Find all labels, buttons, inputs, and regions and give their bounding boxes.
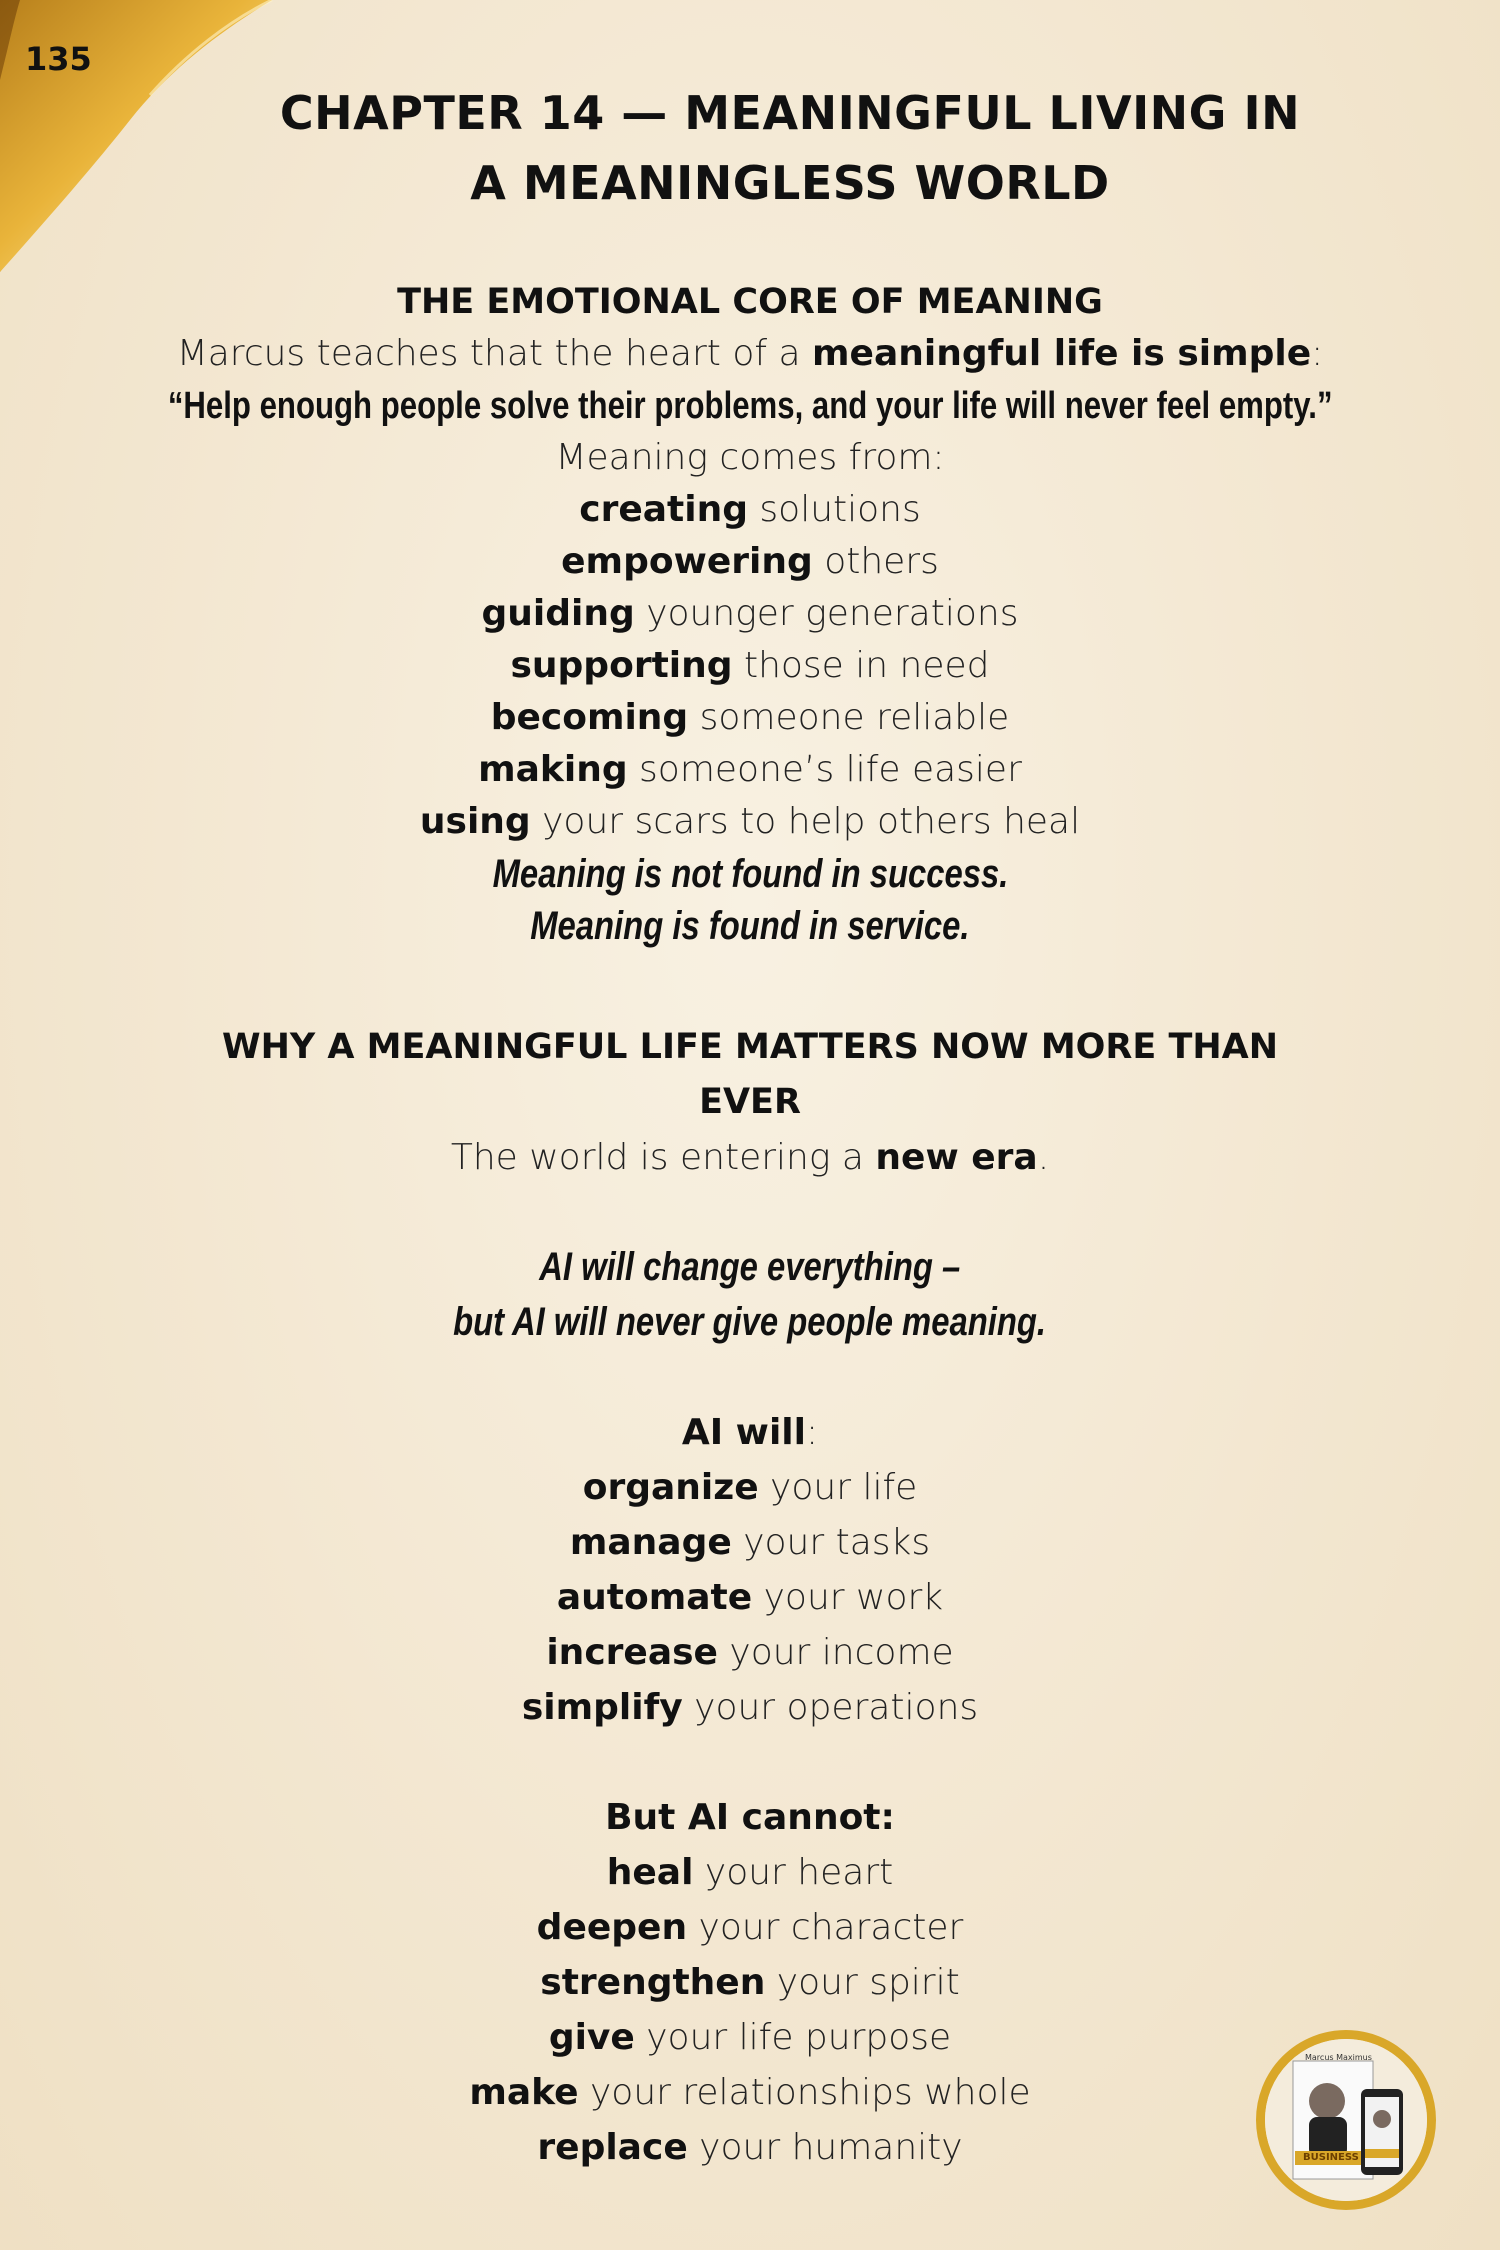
list-item: heal your heart (606, 1852, 894, 1893)
closing-line: Meaning is found in service. (530, 904, 970, 948)
intro-paragraph: The world is entering a new era. (450, 1137, 1050, 1178)
list-item: organize your life (582, 1467, 918, 1508)
list-item: guiding younger generations (481, 593, 1019, 634)
section-why-now (0, 1020, 1500, 2175)
pull-quote: “Help enough people solve their problems, and your life will never feel empty.” (167, 385, 1333, 427)
meaning-list (0, 484, 1500, 848)
list-item: simplify your operations (521, 1687, 979, 1728)
intro-colon: : (1311, 333, 1324, 374)
quote-line (0, 380, 1500, 432)
intro-bold: meaningful life is simple (812, 333, 1312, 374)
chapter-title-line2: A MEANINGLESS WORLD (470, 156, 1110, 210)
list-item: making someone’s life easier (478, 749, 1022, 790)
list-item: increase your income (546, 1632, 954, 1673)
closing-line: Meaning is not found in success. (492, 852, 1008, 896)
list-item: give your life purpose (548, 2017, 952, 2058)
emphasis-line: but AI will never give people meaning. (453, 1300, 1047, 1344)
book-cover-icon (1265, 2039, 1427, 2201)
emphasis-line: AI will change everything – (539, 1245, 961, 1289)
ai-will-label: AI will: (681, 1412, 819, 1453)
list-item: empowering others (561, 541, 939, 582)
list-item: creating solutions (579, 489, 921, 530)
list-item: make your relationships whole (469, 2072, 1031, 2113)
ai-cannot-label: But AI cannot: (605, 1797, 895, 1838)
list-item: manage your tasks (569, 1522, 931, 1563)
badge-author: Marcus Maximus (1305, 2053, 1372, 2062)
list-item: replace your humanity (537, 2127, 963, 2168)
chapter-title-line1: CHAPTER 14 — MEANINGFUL LIVING IN (279, 86, 1301, 140)
badge-book-word: BUSINESS (1303, 2152, 1359, 2163)
ai-will-list (0, 1460, 1500, 1735)
section-heading: THE EMOTIONAL CORE OF MEANING (397, 282, 1103, 322)
book-cover-badge[interactable] (1256, 2030, 1436, 2210)
chapter-title (250, 78, 1330, 218)
intro-paragraph (0, 328, 1500, 380)
list-item: becoming someone reliable (490, 697, 1010, 738)
list-lead: Meaning comes from: (555, 437, 945, 478)
list-item: using your scars to help others heal (419, 801, 1081, 842)
intro-text: Marcus teaches that the heart of a (176, 333, 813, 374)
list-item: strengthen your spirit (540, 1962, 960, 2003)
list-item: supporting those in need (510, 645, 990, 686)
section-emotional-core (0, 276, 1500, 952)
section-heading-line2: EVER (699, 1082, 801, 1122)
list-item: automate your work (556, 1577, 944, 1618)
section-heading-line1: WHY A MEANINGFUL LIFE MATTERS NOW MORE THAN (221, 1027, 1278, 1067)
list-item: deepen your character (536, 1907, 964, 1948)
page-number: 135 (25, 40, 92, 78)
